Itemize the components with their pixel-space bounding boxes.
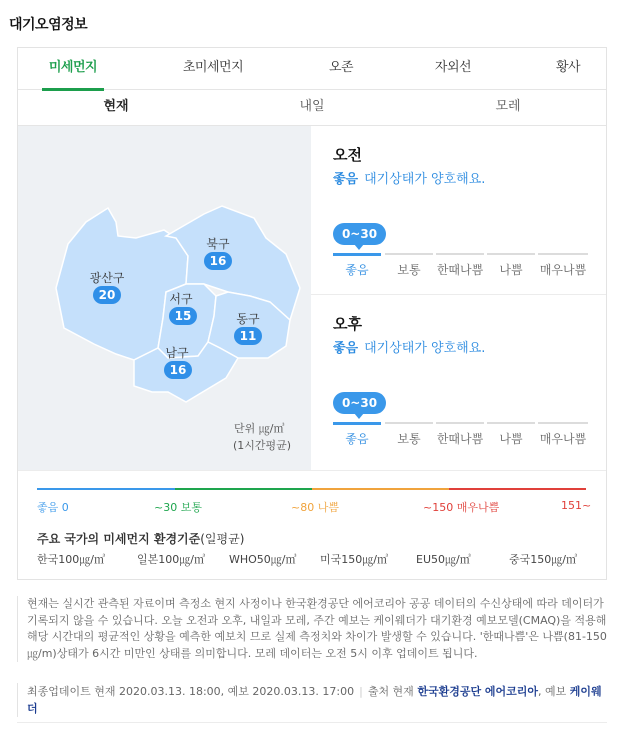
legend-label-max: 151~ [561, 499, 592, 512]
region-value-seo: 15 [169, 307, 197, 325]
scale-label: 한때나쁨 [436, 432, 484, 446]
grade-legend [18, 470, 606, 580]
scale-label: 매우나쁨 [539, 263, 587, 277]
scale-label: 좋음 [345, 432, 369, 446]
standard-japan: 일본100㎍/㎥ [137, 553, 205, 566]
legend-bar-good [37, 488, 175, 490]
forecast-pm-label: 오후 [333, 315, 362, 333]
forecast-pm [311, 295, 606, 470]
region-name-nam: 남구 [165, 346, 189, 360]
scale-label: 보통 [397, 263, 421, 277]
standard-eu: EU50㎍/㎥ [416, 553, 471, 566]
tab-now[interactable]: 현재 [103, 99, 129, 114]
meta-separator: | [359, 685, 363, 698]
forecast-am-label: 오전 [333, 146, 362, 164]
bottom-divider [17, 722, 607, 723]
scale-label: 나쁨 [499, 263, 523, 277]
region-name-gwangsan: 광산구 [89, 271, 125, 285]
legend-label-bad: ~80 나쁨 [291, 501, 339, 514]
map-unit: 단위 ㎍/㎥ [234, 422, 285, 435]
legend-bar-bad [312, 488, 449, 490]
notes-text: 현재는 실시간 관측된 자료이며 측정소 현지 사정이나 한국환경공단 에어코리아 공공 데이터의 수신상태에 따라 데이터가 기록되지 않을 수 있습니다. 오늘 오전과 오후, 내일과 모레, 주간 예보는 케이웨더가 대기환경 예보모델(CMAQ)을 적용해 해당 시간대의 평균적인 상황을 예측한 예보치 므로 실제 측정치와 차이가 발생할 수 있습니다. '한때나쁨'은 나쁨(81-150㎍/m)상태가 6시간 미만인 상태를 의미합니다. 모레 데이터는 오전 5시 이후 업데이트 됩니다. [17, 596, 607, 662]
standard-korea: 한국100㎍/㎥ [37, 553, 105, 566]
update-time: 최종업데이트 현재 2020.03.13. 18:00, 예보 2020.03.13. 17:00 [27, 685, 355, 698]
region-name-buk: 북구 [206, 237, 230, 251]
day-tabs [18, 90, 606, 126]
forecast-pm-message: 대기상태가 양호해요. [364, 341, 486, 356]
standard-who: WHO50㎍/㎥ [229, 553, 297, 566]
update-meta [17, 683, 607, 717]
scale-label: 한때나쁨 [436, 263, 484, 277]
legend-label-good: 좋음 0 [37, 501, 69, 514]
map-unit-note: (1시간평균) [233, 439, 292, 452]
standard-usa: 미국150㎍/㎥ [320, 553, 388, 566]
region-name-dong: 동구 [236, 312, 260, 326]
scale-segment [385, 253, 433, 255]
source-link-kweather[interactable]: 케이웨더 [27, 685, 602, 715]
source-label: 출처 현재 [367, 685, 414, 698]
tab-uv[interactable]: 자외선 [434, 60, 472, 75]
source-link-airkorea[interactable]: 한국환경공단 에어코리아 [417, 685, 539, 698]
scale-label: 나쁨 [499, 432, 523, 446]
region-map [18, 126, 311, 470]
scale-segment [538, 422, 588, 424]
standards-title [37, 530, 244, 547]
tab-ultrafine-dust[interactable]: 초미세먼지 [182, 60, 244, 75]
tab-tomorrow[interactable]: 내일 [299, 99, 325, 114]
scale-segment [333, 422, 381, 425]
source-mid: , 예보 [538, 685, 567, 698]
region-value-gwangsan: 20 [93, 286, 121, 304]
scale-segment [538, 253, 588, 255]
forecast-pm-range: 0~30 [333, 392, 386, 414]
pollutant-tabs [18, 48, 606, 90]
scale-segment [436, 253, 484, 255]
forecast-am-message: 대기상태가 양호해요. [364, 172, 486, 187]
standards-title-text: 주요 국가의 미세먼지 환경기준 [37, 532, 201, 546]
forecast-am-grade: 좋음 [333, 172, 359, 187]
forecast-am-status [333, 168, 485, 187]
scale-segment [487, 253, 535, 255]
region-value-nam: 16 [164, 361, 192, 379]
legend-bar-very-bad [449, 488, 586, 490]
scale-segment [333, 253, 381, 256]
legend-bar-normal [175, 488, 312, 490]
forecast-am-range: 0~30 [333, 223, 386, 245]
scale-label: 보통 [397, 432, 421, 446]
scale-label: 매우나쁨 [539, 432, 587, 446]
forecast-am [311, 126, 606, 295]
section-title: 대기오염정보 [9, 17, 88, 33]
standards-title-sub: (일평균) [200, 532, 245, 546]
scale-label: 좋음 [345, 263, 369, 277]
forecast-pm-grade: 좋음 [333, 341, 359, 356]
tab-day-after[interactable]: 모레 [495, 99, 521, 114]
tab-ozone[interactable]: 오존 [328, 60, 354, 75]
region-name-seo: 서구 [169, 292, 193, 306]
scale-segment [436, 422, 484, 424]
standard-china: 중국150㎍/㎥ [509, 553, 577, 566]
legend-label-very-bad: ~150 매우나쁨 [423, 501, 500, 514]
legend-label-normal: ~30 보통 [154, 501, 202, 514]
air-pollution-card [17, 47, 607, 580]
region-value-buk: 16 [204, 252, 232, 270]
scale-segment [487, 422, 535, 424]
tab-yellow-dust[interactable]: 황사 [555, 60, 581, 75]
tab-fine-dust[interactable]: 미세먼지 [42, 48, 104, 90]
scale-segment [385, 422, 433, 424]
forecast-pm-status [333, 337, 485, 356]
region-value-dong: 11 [234, 327, 262, 345]
